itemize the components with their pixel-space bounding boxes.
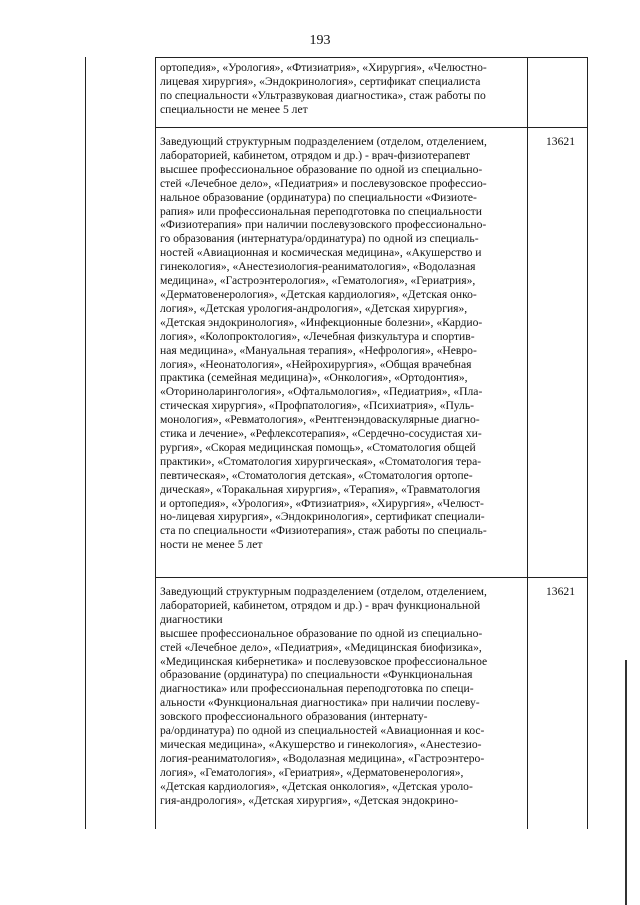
text-line: но-лицевая хирургия», «Эндокринология», сертификат специали- [160, 510, 485, 524]
text-line: «Детская кардиология», «Детская онкология», «Детская уроло- [160, 779, 473, 793]
text-line: рургия», «Скорая медицинская помощь», «Стоматология общей [160, 440, 476, 454]
text-line: монология», «Ревматология», «Рентгенэндоваскулярные диагно- [160, 413, 480, 427]
text-line: Заведующий структурным подразделением (отделом, отделением, [160, 585, 487, 598]
text-line: Заведующий структурным подразделением (отделом, отделением, [160, 135, 487, 148]
text-line: «Медицинская кибернетика» и послевузовское профессиональное [160, 654, 488, 668]
text-line: практики», «Стоматология хирургическая», «Стоматология тера- [160, 454, 482, 468]
text-line: стей «Лечебное дело», «Педиатрия» и послевузовское профессио- [160, 176, 487, 190]
text-line: альности «Функциональная диагностика» при наличии послеву- [160, 696, 480, 710]
text-line: мическая медицина», «Акушерство и гинекология», «Анестезио- [160, 737, 482, 751]
scan-edge-line [625, 660, 627, 905]
text-line: высшее профессиональное образование по одной из специально- [160, 626, 483, 640]
text-line: «Детская эндокринология», «Инфекционные болезни», «Кардио- [160, 315, 483, 329]
table-row-2-text [160, 135, 527, 552]
text-line: медицина», «Гастроэнтерология», «Гематология», «Гериатрия», [160, 274, 476, 288]
text-line: ности не менее 5 лет [160, 538, 263, 552]
text-line: «Дерматовенерология», «Детская кардиология», «Детская онко- [160, 287, 477, 301]
text-line: логия», «Детская урология-андрология», «Детская хирургия», [160, 301, 468, 315]
text-line: дическая», «Торакальная хирургия», «Терапия», «Травматология [160, 482, 481, 496]
table-border-right [587, 57, 588, 829]
text-line: рапия» или профессиональная переподготовка по специальности [160, 204, 482, 218]
page-number: 193 [309, 33, 331, 48]
text-line: певтическая», «Стоматология детская», «Стоматология ортопе- [160, 468, 473, 482]
table-row-3-code: 13621 [546, 585, 575, 598]
text-line: логия-реаниматология», «Водолазная медицина», «Гастроэнтеро- [160, 751, 485, 765]
text-line: стика и лечение», «Рефлексотерапия», «Сердечно-сосудистая хи- [160, 427, 482, 441]
table-row-divider-1 [155, 127, 588, 128]
text-line: стей «Лечебное дело», «Педиатрия», «Медицинская биофизика», [160, 640, 482, 654]
text-line: логия», «Гематология», «Гериатрия», «Дерматовенерология», [160, 765, 464, 779]
text-line: гинекология», «Анестезиология-реаниматология», «Водолазная [160, 260, 476, 274]
text-line: и ортопедия», «Урология», «Фтизиатрия», «Хирургия», «Челюст- [160, 496, 484, 510]
text-line: ра/ординатура) по одной из специальностей «Авиационная и кос- [160, 724, 485, 738]
table-column-divider-1 [155, 57, 156, 829]
text-line: лабораторией, кабинетом, отрядом и др.) - врач-физиотерапевт [160, 148, 471, 162]
text-line: лабораторией, кабинетом, отрядом и др.) - врач функциональной [160, 598, 481, 612]
text-line: ортопедия», «Урология», «Фтизиатрия», «Хирургия», «Челюстно- [160, 61, 487, 74]
text-line: зовского профессионального образования (интернату- [160, 710, 428, 724]
table-row-divider-2 [155, 577, 588, 578]
text-line: ста по специальности «Физиотерапия», стаж работы по специаль- [160, 524, 487, 538]
table-border-top [155, 57, 588, 58]
text-line: стическая хирургия», «Профпатология», «Психиатрия», «Пуль- [160, 399, 475, 413]
text-line: «Физиотерапия» при наличии послевузовского профессионально- [160, 218, 487, 232]
text-line: ная медицина», «Мануальная терапия», «Нефрология», «Невро- [160, 343, 477, 357]
text-line: диагностика» или профессиональная переподготовка по специ- [160, 682, 474, 696]
text-line: образование (ординатура) по специальности «Функциональная [160, 668, 473, 682]
text-line: по специальности «Ультразвуковая диагностика», стаж работы по [160, 88, 486, 102]
text-line: специальности не менее 5 лет [160, 102, 308, 116]
text-line: гия-андрология», «Детская хирургия», «Детская эндокрино- [160, 793, 459, 807]
text-line: практика (семейная медицина)», «Онкология», «Ортодонтия», [160, 371, 468, 385]
table-row-1-text [160, 61, 527, 117]
table-border-left [85, 57, 86, 829]
text-line: логия», «Неонатология», «Нейрохирургия», «Общая врачебная [160, 357, 472, 371]
text-line: нальное образование (ординатура) по специальности «Физиоте- [160, 190, 477, 204]
text-line: го образования (интернатура/ординатура) по одной из специаль- [160, 232, 479, 246]
table-row-3-text [160, 585, 527, 808]
table-row-2-code: 13621 [546, 135, 575, 148]
text-line: лицевая хирургия», «Эндокринология», сертификат специалиста [160, 74, 481, 88]
text-line: высшее профессиональное образование по одной из специально- [160, 162, 483, 176]
text-line: «Оториноларингология», «Офтальмология», «Педиатрия», «Пла- [160, 385, 483, 399]
table-column-divider-2 [527, 57, 528, 829]
text-line: логия», «Колопроктология», «Лечебная физкультура и спортив- [160, 329, 475, 343]
text-line: ностей «Авиационная и космическая медицина», «Акушерство и [160, 246, 482, 260]
text-line: диагностики [160, 612, 223, 626]
